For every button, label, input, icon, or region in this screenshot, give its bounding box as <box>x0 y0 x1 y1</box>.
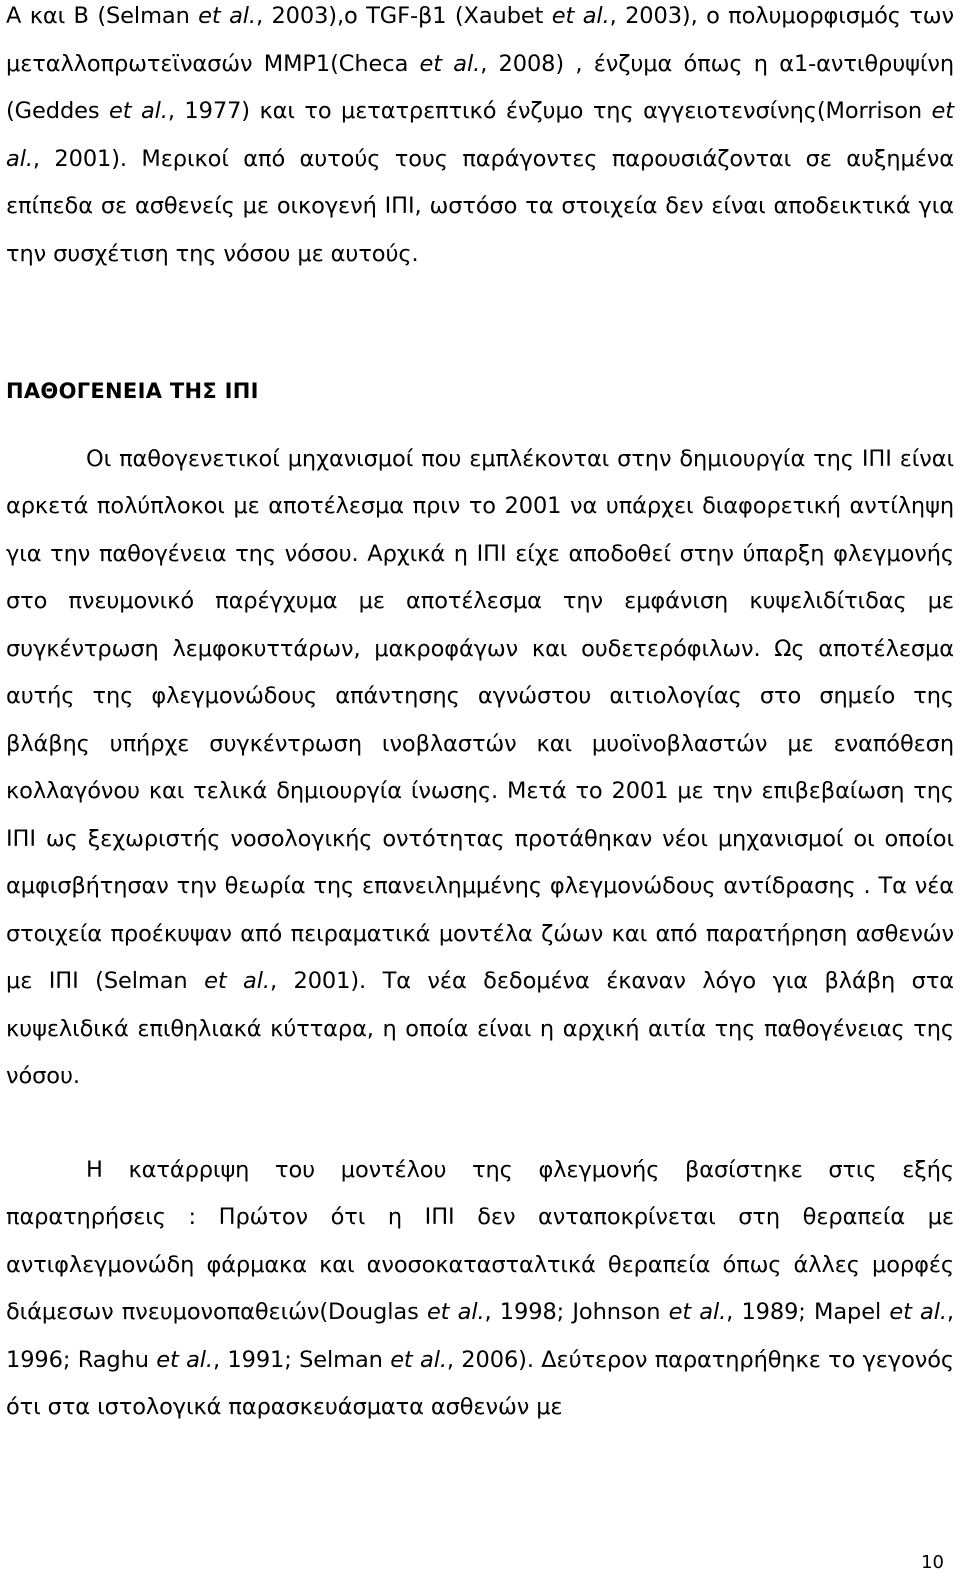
citation-italic: et al. <box>109 98 168 124</box>
spacer <box>6 416 954 436</box>
text-run: Η κατάρριψη του μοντέλου της φλεγμονής βασίστηκε στις εξής παρατηρήσεις : Πρώτον ότι η ΙΠΙ δεν ανταποκρίνεται στη θεραπεία με αντιφλεγμονώδη φάρμακα και ανοσοκατασταλτικά θεραπεία όπως άλλες μορφές διάμεσων πνευμονοπαθειών(Douglas <box>6 1156 954 1325</box>
text-run: , 2008) , ένζυμα όπως η α1-αντιθρυψίνη (Geddes <box>6 50 954 124</box>
spacer <box>6 1101 954 1147</box>
citation-italic: et al. <box>426 1299 485 1325</box>
spacer <box>6 278 954 368</box>
text-run: , 1998; Johnson <box>484 1299 669 1325</box>
paragraph-inflammation-model <box>6 1147 954 1432</box>
text-run: , 1977) και το μετατρεπτικό ένζυμο της αγγειοτενσίνης(Morrison <box>167 98 932 124</box>
text-run: , 1989; Mapel <box>726 1299 890 1325</box>
citation-italic: et al. <box>551 3 610 29</box>
text-run: , 2001). Μερικοί από αυτούς τους παράγοντες παρουσιάζονται σε αυξημένα επίπεδα σε ασθενείς με οικογενή ΙΠΙ, ωστόσο τα στοιχεία δεν είναι αποδεικτικά για την συσχέτιση της νόσου με αυτούς. <box>6 145 954 267</box>
paragraph-risk-factors <box>6 0 954 278</box>
text-run: , 2003), ο πολυμορφισμός των μεταλλοπρωτεϊνασών MMP1(Checa <box>6 3 954 77</box>
text-run: , 2003),ο TGF-β1 (Xaubet <box>255 3 552 29</box>
citation-italic: et al. <box>156 1346 213 1373</box>
citation-italic: et al. <box>390 1346 447 1373</box>
citation-italic: et al. <box>419 50 481 77</box>
citation-italic: et al. <box>889 1299 947 1325</box>
text-run: , 2001). Τα νέα δεδομένα έκαναν λόγο για βλάβη στα κυψελιδικά επιθηλιακά κύτταρα, η οποία είναι η αρχική αιτία της παθογένειας της νόσου. <box>6 968 954 1089</box>
page-number: 10 <box>921 1552 944 1573</box>
citation-italic: et al. <box>204 968 270 994</box>
section-heading: ΠΑΘΟΓΕΝΕΙΑ ΤΗΣ ΙΠΙ <box>6 379 259 403</box>
citation-italic: et al. <box>6 98 954 172</box>
text-run: , 1996; Raghu <box>6 1299 954 1373</box>
paragraph-pathogenesis <box>6 436 954 1101</box>
document-page <box>6 0 954 1432</box>
citation-italic: et al. <box>198 3 256 29</box>
text-run: Οι παθογενετικοί μηχανισμοί που εμπλέκονται στην δημιουργία της ΙΠΙ είναι αρκετά πολύπλοκοι με αποτέλεσμα πριν το 2001 να υπάρχει διαφορετική αντίληψη για την παθογένεια της νόσου. Αρχικά η ΙΠΙ είχε αποδοθεί στην ύπαρξη φλεγμονής στο πνευμονικό παρέγχυμα με αποτέλεσμα την εμφάνιση κυψελιδίτιδας με συγκέντρωση λεμφοκυττάρων, μακροφάγων και ουδετερόφιλων. Ως αποτέλεσμα αυτής της φλεγμονώδους απάντησης αγνώστου αιτιολογίας στο σημείο της βλάβης υπήρχε συγκέντρωση ινοβλαστών και μυοϊνοβλαστών με εναπόθεση κολλαγόνου και τελικά δημιουργία ίνωσης. Μετά το 2001 με την επιβεβαίωση της ΙΠΙ ως ξεχωριστής νοσολογικής οντότητας προτάθηκαν νέοι μηχανισμοί οι οποίοι αμφισβήτησαν την θεωρία της επανειλημμένης φλεγμονώδους αντίδρασης . Τα νέα στοιχεία προέκυψαν από πειραματικά μοντέλα ζώων και από παρατήρηση ασθενών με ΙΠΙ (Selman <box>6 445 954 994</box>
text-run: Α και Β (Selman <box>6 3 199 29</box>
text-run: , 1991; Selman <box>213 1346 391 1373</box>
text-run: , 2006). Δεύτερον παρατηρήθηκε το γεγονός ότι στα ιστολογικά παρασκευάσματα ασθενών με <box>6 1346 954 1420</box>
citation-italic: et al. <box>668 1299 727 1325</box>
